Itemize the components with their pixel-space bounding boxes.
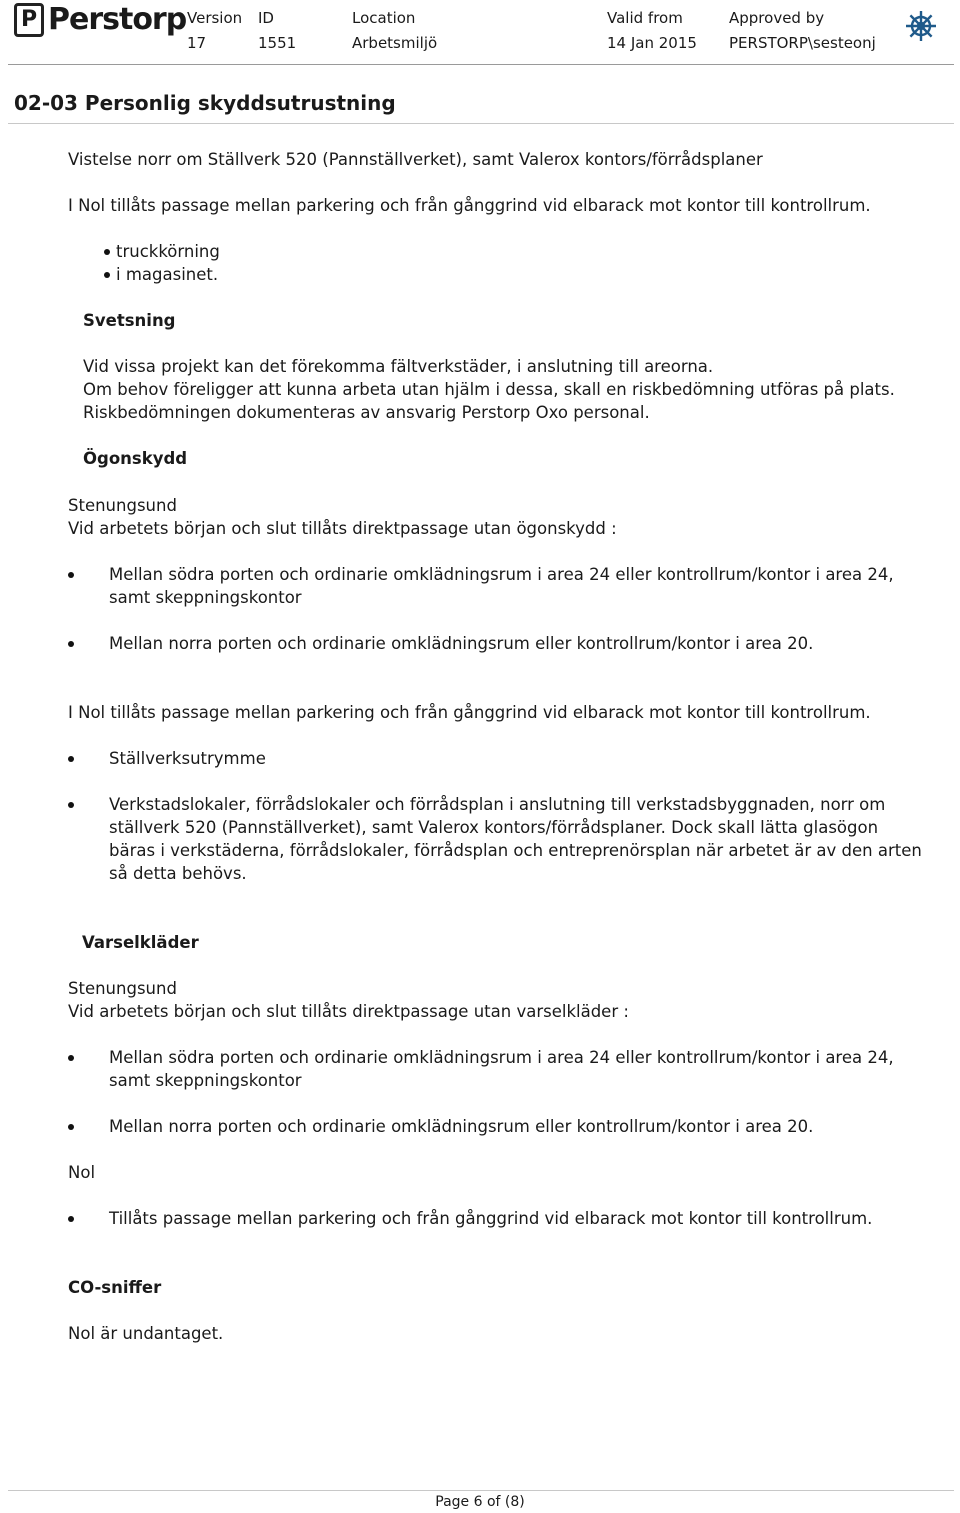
bullet-icon — [68, 756, 74, 762]
header-label: ID — [258, 9, 274, 27]
header-id — [258, 9, 296, 52]
page-number: Page 6 of (8) — [435, 1494, 525, 1510]
bullet-icon — [68, 1055, 74, 1061]
header-label: Valid from — [607, 9, 683, 27]
logo-text: Perstorp — [48, 2, 187, 37]
site-label: Stenungsund — [68, 979, 177, 998]
header-value: 14 Jan 2015 — [607, 34, 697, 52]
header-value: PERSTORP\sesteonj — [729, 34, 876, 52]
paragraph: Vistelse norr om Ställverk 520 (Pannställverket), samt Valerox kontors/förrådsplaner — [68, 150, 763, 169]
paragraph: Vid vissa projekt kan det förekomma fältverkstäder, i anslutning till areorna. — [83, 357, 714, 376]
bullet-icon — [68, 802, 74, 808]
footer-divider — [8, 1490, 954, 1491]
header-label: Version — [187, 9, 243, 27]
header-value: 17 — [187, 34, 207, 52]
section-heading-varselklader: Varselkläder — [82, 933, 199, 952]
list-item: samt skeppningskontor — [109, 1071, 302, 1090]
bullet-icon — [104, 249, 110, 255]
perstorp-logo-mark-icon: P — [14, 3, 44, 37]
list-item: samt skeppningskontor — [109, 588, 302, 607]
list-item: Mellan södra porten och ordinarie omklädningsrum i area 24 eller kontrollrum/kontor i area 24, — [109, 1048, 894, 1067]
paragraph: Vid arbetets början och slut tillåts direktpassage utan ögonskydd : — [68, 519, 617, 538]
header-location — [352, 9, 437, 52]
section-heading-svetsning: Svetsning — [83, 311, 176, 330]
bullet-icon — [68, 641, 74, 647]
list-item: Verkstadslokaler, förrådslokaler och förrådsplan i anslutning till verkstadsbyggnaden, norr om — [109, 795, 886, 814]
title-divider — [8, 123, 954, 124]
list-item: Mellan södra porten och ordinarie omklädningsrum i area 24 eller kontrollrum/kontor i area 24, — [109, 565, 894, 584]
bullet-icon — [68, 572, 74, 578]
site-label: Stenungsund — [68, 496, 177, 515]
header-divider — [8, 64, 954, 65]
ship-wheel-icon — [905, 10, 937, 42]
list-item: Mellan norra porten och ordinarie omklädningsrum eller kontrollrum/kontor i area 20. — [109, 634, 814, 653]
list-item: Tillåts passage mellan parkering och från gånggrind vid elbarack mot kontor till kontrollrum. — [109, 1209, 873, 1228]
paragraph: Nol är undantaget. — [68, 1324, 224, 1343]
header-value: Arbetsmiljö — [352, 34, 438, 52]
bullet-icon — [68, 1216, 74, 1222]
list-item: Ställverksutrymme — [109, 749, 266, 768]
list-item: bäras i verkstäderna, förrådslokaler, förrådsplan och entreprenörsplan när arbetet är av den arten — [109, 841, 922, 860]
perstorp-logo — [14, 2, 186, 37]
paragraph: Vid arbetets början och slut tillåts direktpassage utan varselkläder : — [68, 1002, 629, 1021]
paragraph: I Nol tillåts passage mellan parkering och från gånggrind vid elbarack mot kontor till kontrollrum. — [68, 196, 871, 215]
header-value: 1551 — [258, 34, 297, 52]
list-item: ställverk 520 (Pannställverket), samt Valerox kontors/förrådsplaner. Dock skall lätta glasögon — [109, 818, 879, 837]
bullet-icon — [68, 1124, 74, 1130]
header-approved-by — [729, 9, 876, 52]
list-item: truckkörning — [116, 242, 220, 261]
section-heading-co-sniffer: CO-sniffer — [68, 1278, 162, 1297]
section-heading-ogonskydd: Ögonskydd — [83, 449, 188, 468]
header-label: Approved by — [729, 9, 825, 27]
list-item: Mellan norra porten och ordinarie omklädningsrum eller kontrollrum/kontor i area 20. — [109, 1117, 814, 1136]
paragraph: Riskbedömningen dokumenteras av ansvarig Perstorp Oxo personal. — [83, 403, 650, 422]
site-label: Nol — [68, 1163, 96, 1182]
header-version — [187, 9, 242, 52]
list-item: så detta behövs. — [109, 864, 247, 883]
bullet-icon — [104, 272, 110, 278]
list-item: i magasinet. — [116, 265, 219, 284]
paragraph: I Nol tillåts passage mellan parkering och från gånggrind vid elbarack mot kontor till kontrollrum. — [68, 703, 871, 722]
header-valid-from — [607, 9, 697, 52]
header-label: Location — [352, 9, 416, 27]
page-title: 02-03 Personlig skyddsutrustning — [14, 91, 396, 115]
paragraph: Om behov föreligger att kunna arbeta utan hjälm i dessa, skall en riskbedömning utföras på plats. — [83, 380, 895, 399]
